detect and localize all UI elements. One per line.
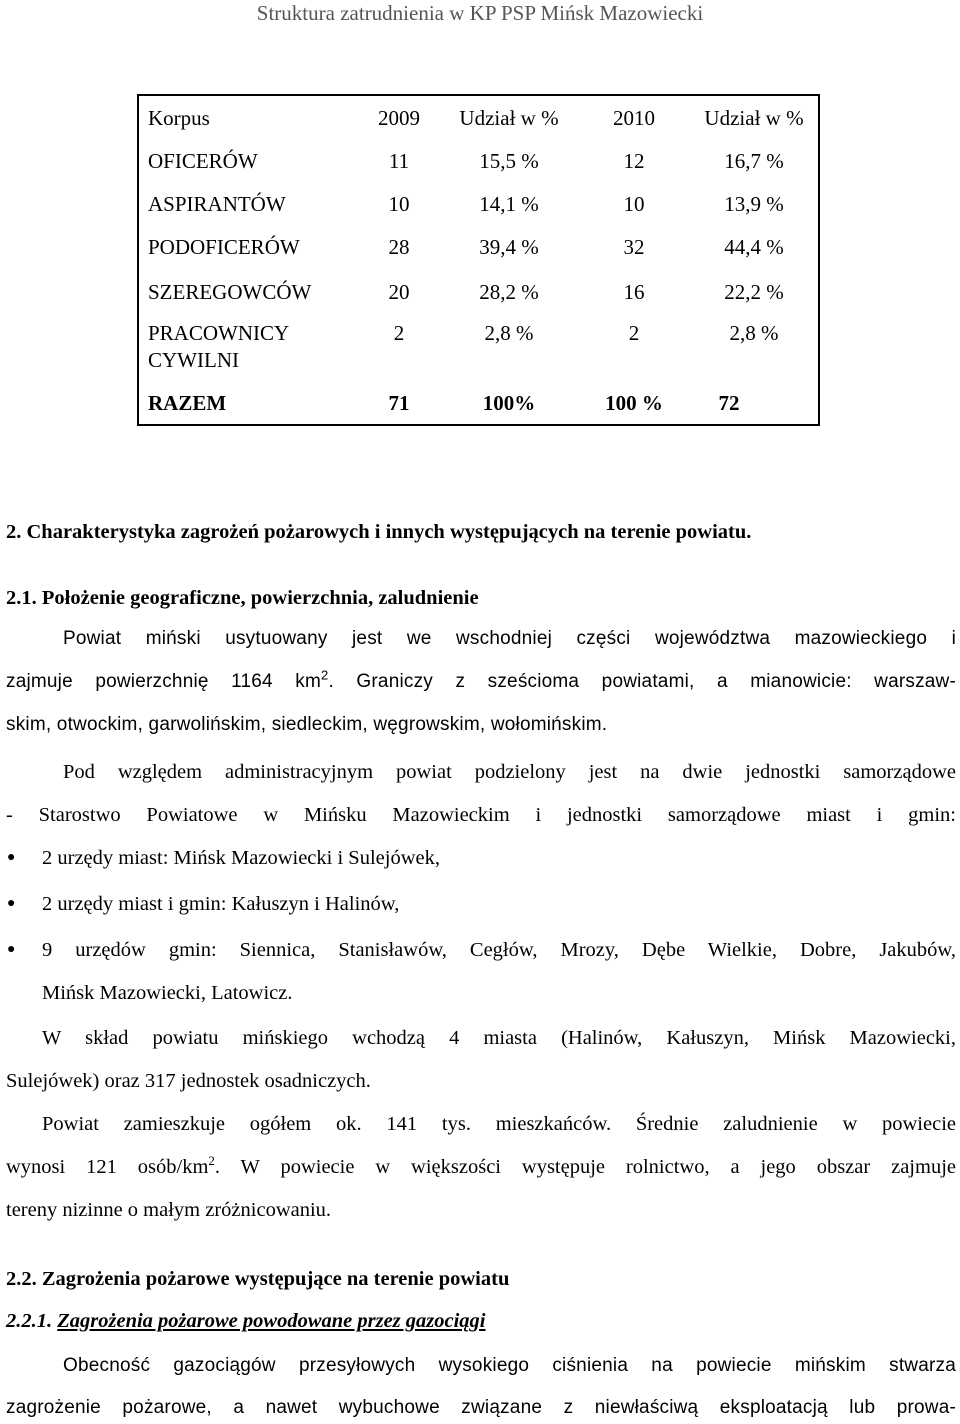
table-cell: 44,4 %: [724, 235, 784, 259]
table-cell: ASPIRANTÓW: [148, 192, 286, 216]
subsection-heading: 2.1. Położenie geograficzne, powierzchnia, zaludnienie: [6, 587, 479, 609]
table-cell: PODOFICERÓW: [148, 235, 300, 259]
table-header-cell: 2010: [613, 106, 655, 130]
table-cell: 10: [388, 192, 410, 216]
text-segment: wynosi 121 osób/km: [6, 1156, 209, 1178]
table-cell: 32: [623, 235, 645, 259]
employment-table: [137, 94, 820, 426]
paragraph-line: Obecność gazociągów przesyłowych wysokiego ciśnienia na powiecie mińskim stwarza: [63, 1355, 956, 1376]
paragraph-line: - Starostwo Powiatowe w Mińsku Mazowieckim i jednostki samorządowe miast i gmin:: [6, 804, 956, 826]
page-header: Struktura zatrudnienia w KP PSP Mińsk Mazowiecki: [256, 1, 704, 25]
text-segment: . W powiecie w większości występuje rolnictwo, a jego obszar zajmuje: [214, 1156, 956, 1178]
table-cell: 72: [718, 391, 740, 415]
list-item-continuation: Mińsk Mazowiecki, Latowicz.: [42, 982, 293, 1004]
table-cell: 28: [388, 235, 410, 259]
table-cell: 2: [393, 321, 405, 345]
table-cell: 16,7 %: [724, 149, 784, 173]
heading-title: Zagrożenia pożarowe powodowane przez gazociągi: [57, 1310, 486, 1332]
table-header-cell: Udział w %: [459, 106, 559, 130]
table-cell: 11: [388, 149, 410, 173]
table-cell: 2: [628, 321, 640, 345]
text-segment: zajmuje powierzchnię 1164 km: [6, 671, 322, 692]
table-cell: OFICERÓW: [148, 149, 258, 173]
bullet-icon: ●: [7, 896, 16, 911]
table-cell: RAZEM: [148, 391, 227, 415]
table-cell: 10: [623, 192, 645, 216]
table-cell: SZEREGOWCÓW: [148, 280, 312, 304]
heading-number: 2.2.1.: [6, 1310, 53, 1332]
table-cell: 14,1 %: [479, 192, 539, 216]
table-cell: 2,8 %: [729, 321, 779, 345]
table-cell: 39,4 %: [479, 235, 539, 259]
paragraph-line: Pod względem administracyjnym powiat podzielony jest na dwie jednostki samorządowe: [63, 761, 956, 783]
table-cell: 71: [388, 391, 410, 415]
table-cell: 20: [388, 280, 410, 304]
subsubsection-heading: [6, 1308, 486, 1334]
paragraph-line: [6, 1154, 956, 1180]
table-header-cell: Udział w %: [704, 106, 804, 130]
list-item: 2 urzędy miast i gmin: Kałuszyn i Halinów,: [42, 893, 400, 915]
table-cell: 16: [623, 280, 645, 304]
text-segment: . Graniczy z sześcioma powiatami, a mianowicie: warszaw-: [328, 671, 957, 692]
table-cell: 2,8 %: [484, 321, 534, 345]
table-header-cell: 2009: [378, 106, 420, 130]
table-cell: PRACOWNICY: [148, 321, 290, 345]
table-cell: 12: [623, 149, 645, 173]
table-cell: 100%: [482, 391, 536, 415]
table-cell: 13,9 %: [724, 192, 784, 216]
table-cell: 100 %: [605, 391, 663, 415]
table-cell: 22,2 %: [724, 280, 784, 304]
section-heading: 2. Charakterystyka zagrożeń pożarowych i innych występujących na terenie powiatu.: [6, 521, 752, 543]
paragraph-line: skim, otwockim, garwolińskim, siedleckim, węgrowskim, wołomińskim.: [6, 714, 608, 735]
paragraph-line: zagrożenie pożarowe, a nawet wybuchowe związane z niewłaściwą eksploatacją lub prowa-: [6, 1397, 956, 1418]
list-item: 2 urzędy miast: Mińsk Mazowiecki i Sulejówek,: [42, 847, 440, 869]
table-header-cell: Korpus: [148, 106, 210, 130]
paragraph-line: [6, 669, 956, 695]
paragraph-line: Powiat zamieszkuje ogółem ok. 141 tys. mieszkańców. Średnie zaludnienie w powiecie: [42, 1113, 956, 1135]
subsection-heading: 2.2. Zagrożenia pożarowe występujące na terenie powiatu: [6, 1268, 510, 1290]
table-cell: 28,2 %: [479, 280, 539, 304]
list-item: 9 urzędów gmin: Siennica, Stanisławów, Cegłów, Mrozy, Dębe Wielkie, Dobre, Jakubów,: [42, 939, 956, 961]
table-cell: 15,5 %: [479, 149, 539, 173]
superscript: 2: [208, 1153, 215, 1169]
paragraph-line: Powiat miński usytuowany jest we wschodniej części województwa mazowieckiego i: [63, 628, 956, 649]
paragraph-line: tereny nizinne o małym zróżnicowaniu.: [6, 1199, 332, 1221]
table-cell: CYWILNI: [148, 348, 239, 372]
bullet-icon: ●: [7, 850, 16, 865]
paragraph-line: W skład powiatu mińskiego wchodzą 4 miasta (Halinów, Kałuszyn, Mińsk Mazowiecki,: [42, 1027, 956, 1049]
paragraph-line: Sulejówek) oraz 317 jednostek osadniczych.: [6, 1070, 371, 1092]
superscript: 2: [321, 667, 329, 683]
bullet-icon: ●: [7, 942, 16, 957]
